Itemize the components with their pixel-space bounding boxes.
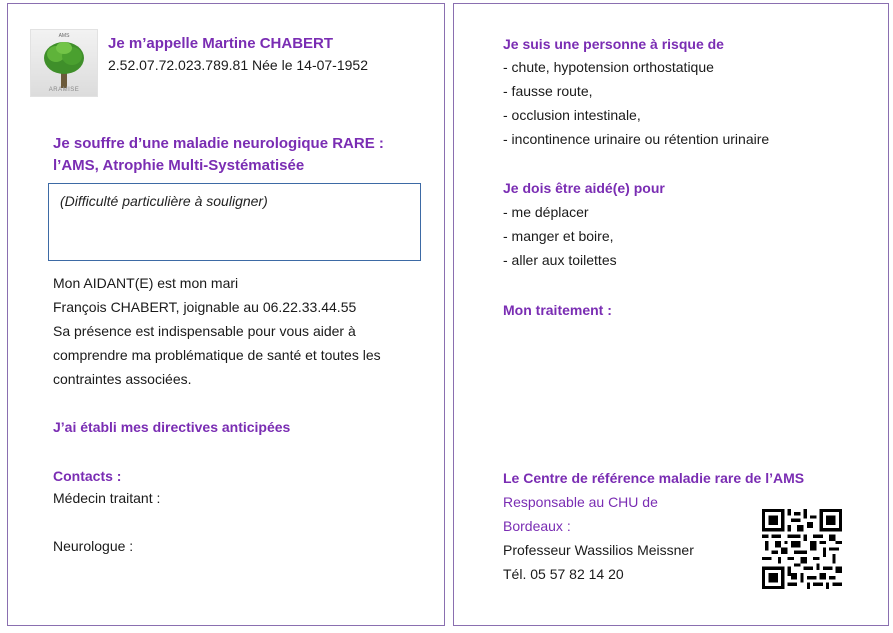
qr-code-icon — [762, 509, 842, 589]
responsible-line-2: Bordeaux : — [503, 518, 571, 534]
help-item: - me déplacer — [503, 204, 589, 220]
professor-name: Professeur Wassilios Meissner — [503, 542, 694, 558]
difficulty-note-text: (Difficulté particulière à souligner) — [60, 193, 268, 209]
disease-line-2: l’AMS, Atrophie Multi-Systématisée — [53, 157, 305, 174]
aidant-line: comprendre ma problématique de santé et toutes les — [53, 347, 381, 363]
logo-caption: AMS — [58, 33, 70, 39]
aidant-line: François CHABERT, joignable au 06.22.33.44.55 — [53, 299, 357, 315]
aidant-line: Sa présence est indispensable pour vous aider à — [53, 323, 356, 339]
risk-item: - fausse route, — [503, 83, 593, 99]
contacts-heading: Contacts : — [53, 468, 122, 484]
treatment-heading: Mon traitement : — [503, 302, 612, 318]
help-item: - aller aux toilettes — [503, 252, 617, 268]
directives-heading: J’ai établi mes directives anticipées — [53, 419, 291, 435]
responsible-line-1: Responsable au CHU de — [503, 494, 658, 510]
patient-name: Je m’appelle Martine CHABERT — [108, 35, 334, 52]
disease-line-1: Je souffre d’une maladie neurologique RARE : — [53, 135, 384, 152]
aidant-line: Mon AIDANT(E) est mon mari — [53, 275, 239, 291]
aidant-line: contraintes associées. — [53, 371, 192, 387]
risk-item: - occlusion intestinale, — [503, 107, 641, 123]
risk-item: - chute, hypotension orthostatique — [503, 59, 714, 75]
risks-heading: Je suis une personne à risque de — [503, 36, 724, 52]
patient-id-birthdate: 2.52.07.72.023.789.81 Née le 14-07-1952 — [108, 57, 368, 73]
patient-card-front — [7, 3, 445, 626]
brain-tree-logo-icon — [30, 29, 98, 97]
doctor-label: Médecin traitant : — [53, 490, 161, 506]
patient-card-back — [453, 3, 889, 626]
logo-brand: ARAMISE — [48, 87, 80, 93]
reference-center-heading: Le Centre de référence maladie rare de l’AMS — [503, 470, 805, 486]
help-heading: Je dois être aidé(e) pour — [503, 180, 665, 196]
difficulty-note-box[interactable] — [48, 183, 421, 261]
risk-item: - incontinence urinaire ou rétention urinaire — [503, 131, 770, 147]
phone-number: Tél. 05 57 82 14 20 — [503, 566, 624, 582]
neurologist-label: Neurologue : — [53, 538, 134, 554]
help-item: - manger et boire, — [503, 228, 614, 244]
